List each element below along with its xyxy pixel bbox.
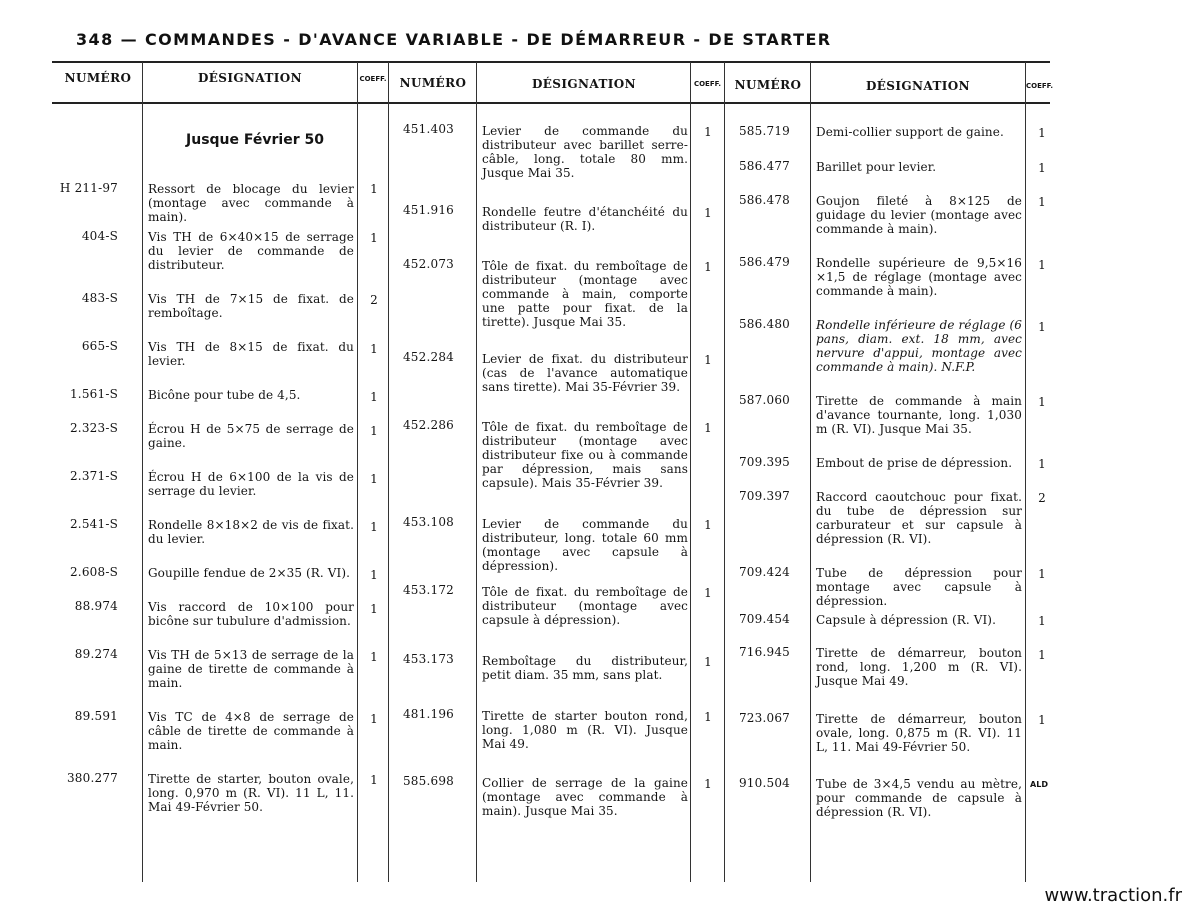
part-designation: Levier de fixat. du distributeur (cas de l'avance automatique sans tirette). Mai 35-Février 39. bbox=[482, 352, 688, 394]
header-numero: NUMÉRO bbox=[399, 76, 467, 90]
part-coeff: 1 bbox=[704, 586, 712, 600]
part-coeff: 2 bbox=[1038, 491, 1046, 505]
column-divider bbox=[810, 62, 811, 882]
part-coeff: 1 bbox=[370, 712, 378, 726]
part-coeff: 1 bbox=[370, 231, 378, 245]
part-designation: Rondelle supérieure de 9,5×16 ×1,5 de réglage (montage avec commande à main). bbox=[816, 256, 1022, 298]
part-designation: Levier de commande du distributeur, long. totale 60 mm (montage avec capsule à dépression). bbox=[482, 517, 688, 573]
part-number: 483-S bbox=[81, 291, 118, 305]
part-coeff: 1 bbox=[1038, 161, 1046, 175]
part-designation: Vis TH de 5×13 de serrage de la gaine de tirette de commande à main. bbox=[148, 648, 354, 690]
part-designation: Écrou H de 5×75 de serrage de gaine. bbox=[148, 422, 354, 450]
part-coeff: 1 bbox=[1038, 567, 1046, 581]
part-number: 586.479 bbox=[738, 255, 790, 269]
part-coeff: 1 bbox=[370, 472, 378, 486]
part-number: H 211-97 bbox=[59, 181, 118, 195]
column-divider bbox=[357, 62, 358, 882]
part-coeff: 2 bbox=[370, 293, 378, 307]
table-header-rule bbox=[52, 102, 1050, 104]
part-number: 453.108 bbox=[402, 515, 454, 529]
section-heading: Jusque Février 50 bbox=[186, 132, 324, 148]
header-designation: DÉSIGNATION bbox=[197, 71, 303, 85]
part-number: 451.916 bbox=[402, 203, 454, 217]
part-number: 586.477 bbox=[738, 159, 790, 173]
part-coeff: 1 bbox=[1038, 648, 1046, 662]
part-coeff: 1 bbox=[1038, 195, 1046, 209]
part-designation: Écrou H de 6×100 de la vis de serrage du levier. bbox=[148, 470, 354, 498]
header-numero: NUMÉRO bbox=[64, 71, 132, 85]
part-number: 453.173 bbox=[402, 652, 454, 666]
part-coeff: 1 bbox=[704, 125, 712, 139]
part-designation: Ressort de blocage du levier (montage avec commande à main). bbox=[148, 182, 354, 224]
header-coeff: COEFF. bbox=[359, 75, 387, 83]
part-designation: Tirette de démarreur, bouton ovale, long. 0,875 m (R. VI). 11 L, 11. Mai 49-Février 50. bbox=[816, 712, 1022, 754]
part-designation: Demi-collier support de gaine. bbox=[816, 125, 1004, 139]
part-coeff: 1 bbox=[1038, 258, 1046, 272]
part-designation: Remboîtage du distributeur, petit diam. 35 mm, sans plat. bbox=[482, 654, 688, 682]
part-number: 380.277 bbox=[66, 771, 118, 785]
part-number: 452.073 bbox=[402, 257, 454, 271]
part-designation: Rondelle feutre d'étanchéité du distributeur (R. I). bbox=[482, 205, 688, 233]
part-designation: Tube de dépression pour montage avec capsule à dépression. bbox=[816, 566, 1022, 608]
part-designation: Vis TH de 8×15 de fixat. du levier. bbox=[148, 340, 354, 368]
part-designation: Tube de 3×4,5 vendu au mètre, pour commande de capsule à dépression (R. VI). bbox=[816, 777, 1022, 819]
part-coeff: 1 bbox=[1038, 713, 1046, 727]
part-coeff: 1 bbox=[370, 424, 378, 438]
part-coeff: 1 bbox=[370, 182, 378, 196]
part-designation: Vis raccord de 10×100 pour bicône sur tubulure d'admission. bbox=[148, 600, 354, 628]
column-divider bbox=[476, 62, 477, 882]
part-number: 481.196 bbox=[402, 707, 454, 721]
column-divider bbox=[690, 62, 691, 882]
part-number: 585.698 bbox=[402, 774, 454, 788]
part-designation: Tirette de starter, bouton ovale, long. 0,970 m (R. VI). 11 L, 11. Mai 49-Février 50. bbox=[148, 772, 354, 814]
part-designation: Tôle de fixat. du remboîtage de distributeur (montage avec distributeur fixe ou à commande par dépression, mais sans capsule). Mais 35-Février 39. bbox=[482, 420, 688, 490]
part-designation: Levier de commande du distributeur avec barillet serre-câble, long. totale 80 mm. Jusque Mai 35. bbox=[482, 124, 688, 180]
part-coeff: 1 bbox=[370, 342, 378, 356]
part-designation: Rondelle 8×18×2 de vis de fixat. du levier. bbox=[148, 518, 354, 546]
part-designation: Vis TH de 7×15 de fixat. de remboîtage. bbox=[148, 292, 354, 320]
part-coeff: 1 bbox=[1038, 614, 1046, 628]
part-coeff: 1 bbox=[1038, 457, 1046, 471]
part-coeff: 1 bbox=[704, 710, 712, 724]
part-number: 2.371-S bbox=[69, 469, 118, 483]
part-coeff: 1 bbox=[1038, 320, 1046, 334]
part-coeff: 1 bbox=[370, 602, 378, 616]
part-designation: Tirette de starter bouton rond, long. 1,080 m (R. VI). Jusque Mai 49. bbox=[482, 709, 688, 751]
table-top-rule bbox=[52, 61, 1050, 63]
part-number: 910.504 bbox=[738, 776, 790, 790]
part-designation: Capsule à dépression (R. VI). bbox=[816, 613, 996, 627]
part-designation: Barillet pour levier. bbox=[816, 160, 937, 174]
part-coeff: 1 bbox=[370, 520, 378, 534]
part-number: 587.060 bbox=[738, 393, 790, 407]
part-designation: Tirette de démarreur, bouton rond, long. 1,200 m (R. VI). Jusque Mai 49. bbox=[816, 646, 1022, 688]
part-coeff: 1 bbox=[1038, 395, 1046, 409]
part-designation: Embout de prise de dépression. bbox=[816, 456, 1013, 470]
part-coeff: 1 bbox=[704, 353, 712, 367]
part-coeff: 1 bbox=[1038, 126, 1046, 140]
part-designation: Goupille fendue de 2×35 (R. VI). bbox=[148, 566, 351, 580]
header-coeff: COEFF. bbox=[693, 80, 722, 88]
part-number: 586.480 bbox=[738, 317, 790, 331]
page-title: 348 — COMMANDES - D'AVANCE VARIABLE - DE DÉMARREUR - DE STARTER bbox=[76, 30, 832, 49]
part-coeff: 1 bbox=[370, 650, 378, 664]
part-number: 2.323-S bbox=[69, 421, 118, 435]
part-coeff: 1 bbox=[704, 206, 712, 220]
part-coeff: 1 bbox=[704, 260, 712, 274]
part-number: 716.945 bbox=[738, 645, 790, 659]
part-number: 709.424 bbox=[738, 565, 790, 579]
part-designation: Rondelle inférieure de réglage (6 pans, diam. ext. 18 mm, avec nervure d'appui, montage avec commande à main). N.F.P. bbox=[816, 318, 1022, 374]
part-designation: Goujon fileté à 8×125 de guidage du levier (montage avec commande à main). bbox=[816, 194, 1022, 236]
header-designation: DÉSIGNATION bbox=[531, 77, 637, 91]
column-divider bbox=[142, 62, 143, 882]
part-designation: Bicône pour tube de 4,5. bbox=[148, 388, 301, 402]
part-designation: Tirette de commande à main d'avance tournante, long. 1,030 m (R. VI). Jusque Mai 35. bbox=[816, 394, 1022, 436]
part-number: 2.608-S bbox=[69, 565, 118, 579]
part-number: 1.561-S bbox=[69, 387, 118, 401]
part-number: 89.591 bbox=[74, 709, 118, 723]
part-number: 2.541-S bbox=[69, 517, 118, 531]
part-number: 709.454 bbox=[738, 612, 790, 626]
part-coeff: 1 bbox=[704, 777, 712, 791]
header-numero: NUMÉRO bbox=[734, 78, 802, 92]
part-designation: Raccord caoutchouc pour fixat. du tube de dépression sur carburateur et sur capsule à dépression (R. VI). bbox=[816, 490, 1022, 546]
part-number: 585.719 bbox=[738, 124, 790, 138]
part-coeff: 1 bbox=[704, 518, 712, 532]
part-number: 709.395 bbox=[738, 455, 790, 469]
part-coeff: 1 bbox=[370, 390, 378, 404]
part-number: 452.284 bbox=[402, 350, 454, 364]
part-number: 709.397 bbox=[738, 489, 790, 503]
part-designation: Vis TC de 4×8 de serrage de câble de tirette de commande à main. bbox=[148, 710, 354, 752]
site-watermark: www.traction.fr bbox=[1044, 885, 1182, 906]
part-number: 404-S bbox=[81, 229, 118, 243]
column-divider bbox=[1025, 62, 1026, 882]
part-number: 723.067 bbox=[738, 711, 790, 725]
part-designation: Tôle de fixat. du remboîtage de distributeur (montage avec commande à main, comporte une patte pour fixat. de la tirette). Jusque Mai 35. bbox=[482, 259, 688, 329]
part-number: 586.478 bbox=[738, 193, 790, 207]
part-coeff: 1 bbox=[704, 421, 712, 435]
part-designation: Collier de serrage de la gaine (montage avec commande à main). Jusque Mai 35. bbox=[482, 776, 688, 818]
part-number: 88.974 bbox=[74, 599, 118, 613]
part-number: 89.274 bbox=[74, 647, 118, 661]
part-coeff: ALD bbox=[1030, 780, 1048, 789]
part-number: 451.403 bbox=[402, 122, 454, 136]
part-number: 453.172 bbox=[402, 583, 454, 597]
column-divider bbox=[724, 62, 725, 882]
part-number: 665-S bbox=[81, 339, 118, 353]
part-designation: Vis TH de 6×40×15 de serrage du levier de commande de distributeur. bbox=[148, 230, 354, 272]
column-divider bbox=[388, 62, 389, 882]
part-number: 452.286 bbox=[402, 418, 454, 432]
part-coeff: 1 bbox=[704, 655, 712, 669]
header-coeff: COEFF. bbox=[1026, 82, 1054, 90]
header-designation: DÉSIGNATION bbox=[865, 79, 971, 93]
part-coeff: 1 bbox=[370, 568, 378, 582]
part-designation: Tôle de fixat. du remboîtage de distributeur (montage avec capsule à dépression). bbox=[482, 585, 688, 627]
part-coeff: 1 bbox=[370, 773, 378, 787]
